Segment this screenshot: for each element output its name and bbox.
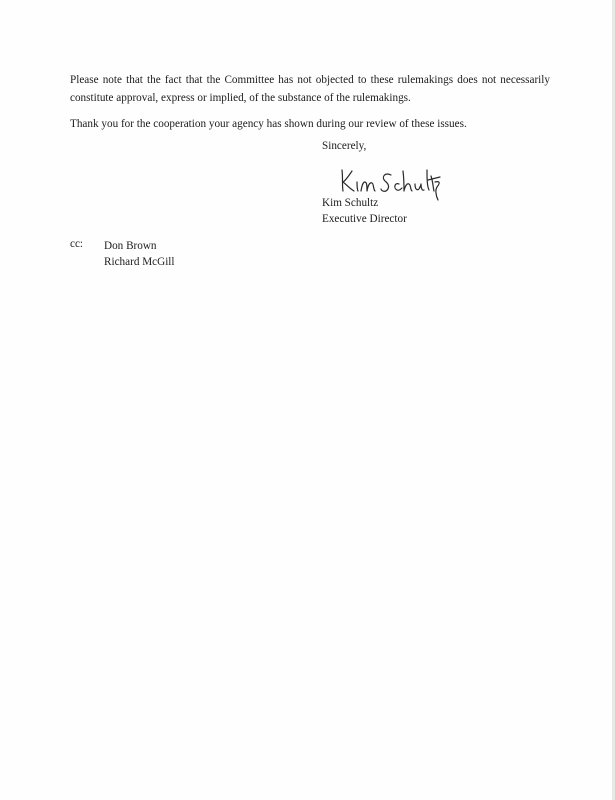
- letter-paragraph-disclaimer: Please note that the fact that the Committee has not objected to these rulemakings does not necessarily constitute approval, express or implied, of the substance of the rulemakings.: [70, 74, 550, 104]
- letter-paragraph-thanks: Thank you for the cooperation your agency has shown during our review of these issues.: [70, 118, 467, 130]
- cc-recipient: Don Brown: [104, 240, 157, 252]
- signer-name: Kim Schultz: [322, 197, 379, 209]
- cc-label: cc:: [70, 238, 84, 250]
- cc-recipient: Richard McGill: [104, 256, 175, 268]
- letter-closing: Sincerely,: [322, 140, 367, 152]
- cc-recipient-list: [104, 238, 175, 270]
- signer-title: Executive Director: [322, 213, 407, 225]
